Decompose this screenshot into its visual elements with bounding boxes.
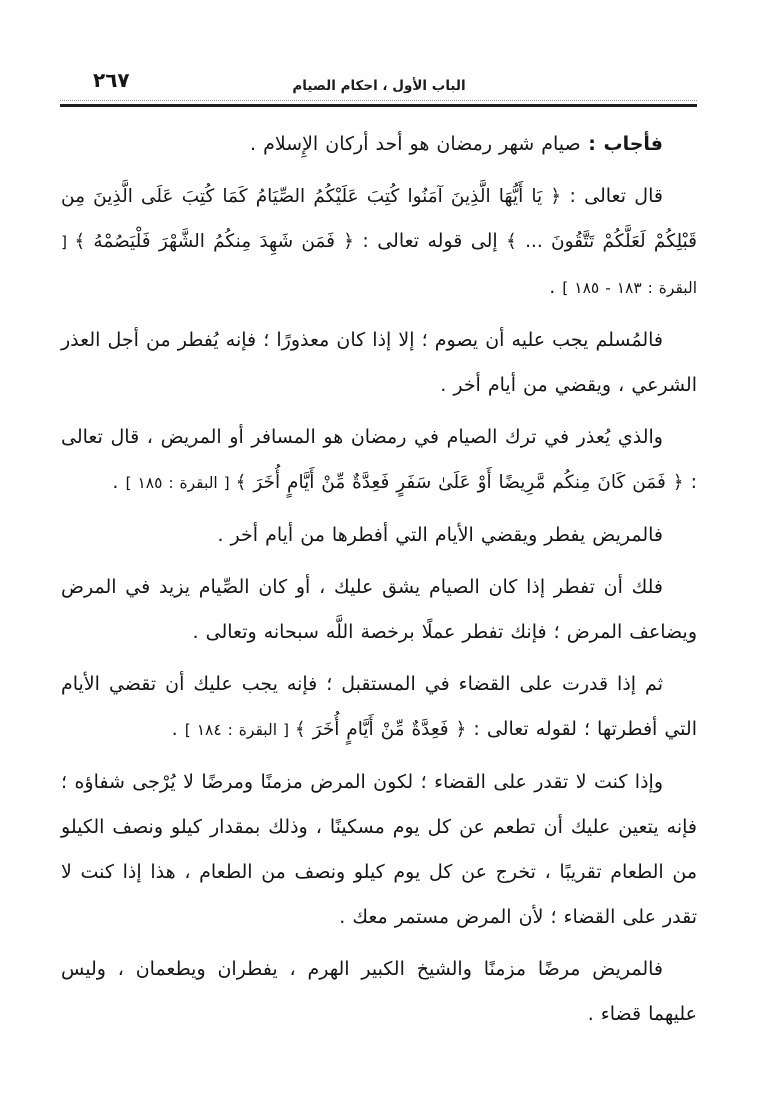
text-run-normal: فالمريض مرضًا مزمنًا والشيخ الكبير الهرم ، يفطران ويطعمان ، وليس عليهما قضاء . [61, 958, 697, 1025]
paragraph-2 [61, 174, 697, 311]
text-run-normal: . [549, 276, 563, 298]
text-run-ref: [ البقرة : ١٨٣ - ١٨٥ ] [61, 233, 697, 297]
text-run-verse: ﴿ فَمَن كَانَ مِنكُم مَّرِيضًا أَوْ عَلَىٰ سَفَرٍ فَعِدَّةٌ مِّنْ أَيَّامٍ أُخَرَ ﴾ [235, 472, 684, 493]
paragraph-6 [61, 565, 697, 655]
paragraph-9 [61, 947, 697, 1037]
text-run-normal: فالمريض يفطر ويقضي الأيام التي أفطرها من أيام أخر . [217, 524, 663, 546]
paragraph-7 [61, 662, 697, 753]
content-paragraphs [61, 122, 697, 1044]
text-run-normal: . [171, 718, 185, 740]
header-divider-rule [60, 100, 697, 107]
paragraph-1 [61, 122, 697, 167]
text-run-normal: ثم إذا قدرت على القضاء في المستقبل ؛ فإنه يجب عليك أن تقضي الأيام التي أفطرتها ؛ لقوله تعالى : [61, 673, 697, 740]
text-run-verse: ﴿ يَا أَيُّهَا الَّذِينَ آمَنُوا كُتِبَ عَلَيْكُمُ الصِّيَامُ كَمَا كُتِبَ عَلَى الَّذِينَ مِن قَبْلِكُمْ لَعَلَّكُمْ تَتَّقُونَ ... ﴾ [61, 186, 697, 252]
text-run-ref: [ البقرة : ١٨٤ ] [184, 721, 295, 739]
paragraph-5 [61, 513, 697, 558]
text-run-ref: [ البقرة : ١٨٥ ] [125, 474, 236, 492]
page-number: ٢٦٧ [93, 68, 130, 92]
paragraph-3 [61, 318, 697, 408]
text-run-bold: فأجاب : [580, 133, 663, 155]
text-run-normal: وإذا كنت لا تقدر على القضاء ؛ لكون المرض مزمنًا ومرضًا لا يُرْجى شفاؤه ؛ فإنه يتعين عليك أن تطعم عن كل يوم مسكينًا ، وذلك بمقدار كيلو ونصف الكيلو من الطعام تقريبًا ، تخرج عن كل يوم كيلو ونصف من الطعام ، هذا إذا كنت لا تقدر على القضاء ؛ لأن المرض مستمر معك . [61, 771, 697, 928]
paragraph-8 [61, 760, 697, 940]
paragraph-4 [61, 415, 697, 506]
text-run-normal: فالمُسلم يجب عليه أن يصوم ؛ إلا إذا كان معذورًا ؛ فإنه يُفطر من أجل العذر الشرعي ، ويقضي من أيام أخر . [61, 329, 697, 396]
text-run-verse: ﴿ فَمَن شَهِدَ مِنكُمُ الشَّهْرَ فَلْيَصُمْهُ ﴾ [74, 231, 355, 252]
text-run-normal: قال تعالى : [561, 185, 663, 207]
text-run-verse: ﴿ فَعِدَّةٌ مِّنْ أَيَّامٍ أُخَرَ ﴾ [294, 719, 467, 740]
text-run-normal: صيام شهر رمضان هو أحد أركان الإِسلام . [249, 133, 581, 155]
text-run-normal: . [112, 471, 126, 493]
running-header-title: الباب الأول ، احكام الصيام [292, 78, 466, 94]
text-run-normal: إلى قوله تعالى : [354, 230, 507, 252]
text-run-normal: فلك أن تفطر إذا كان الصيام يشق عليك ، أو كان الصِّيام يزيد في المرض ويضاعف المرض ؛ فإنك تفطر عملًا برخصة اللَّه سبحانه وتعالى . [61, 576, 697, 643]
text-run-normal: والذي يُعذر في ترك الصيام في رمضان هو المسافر أو المريض ، قال تعالى : [61, 426, 697, 493]
